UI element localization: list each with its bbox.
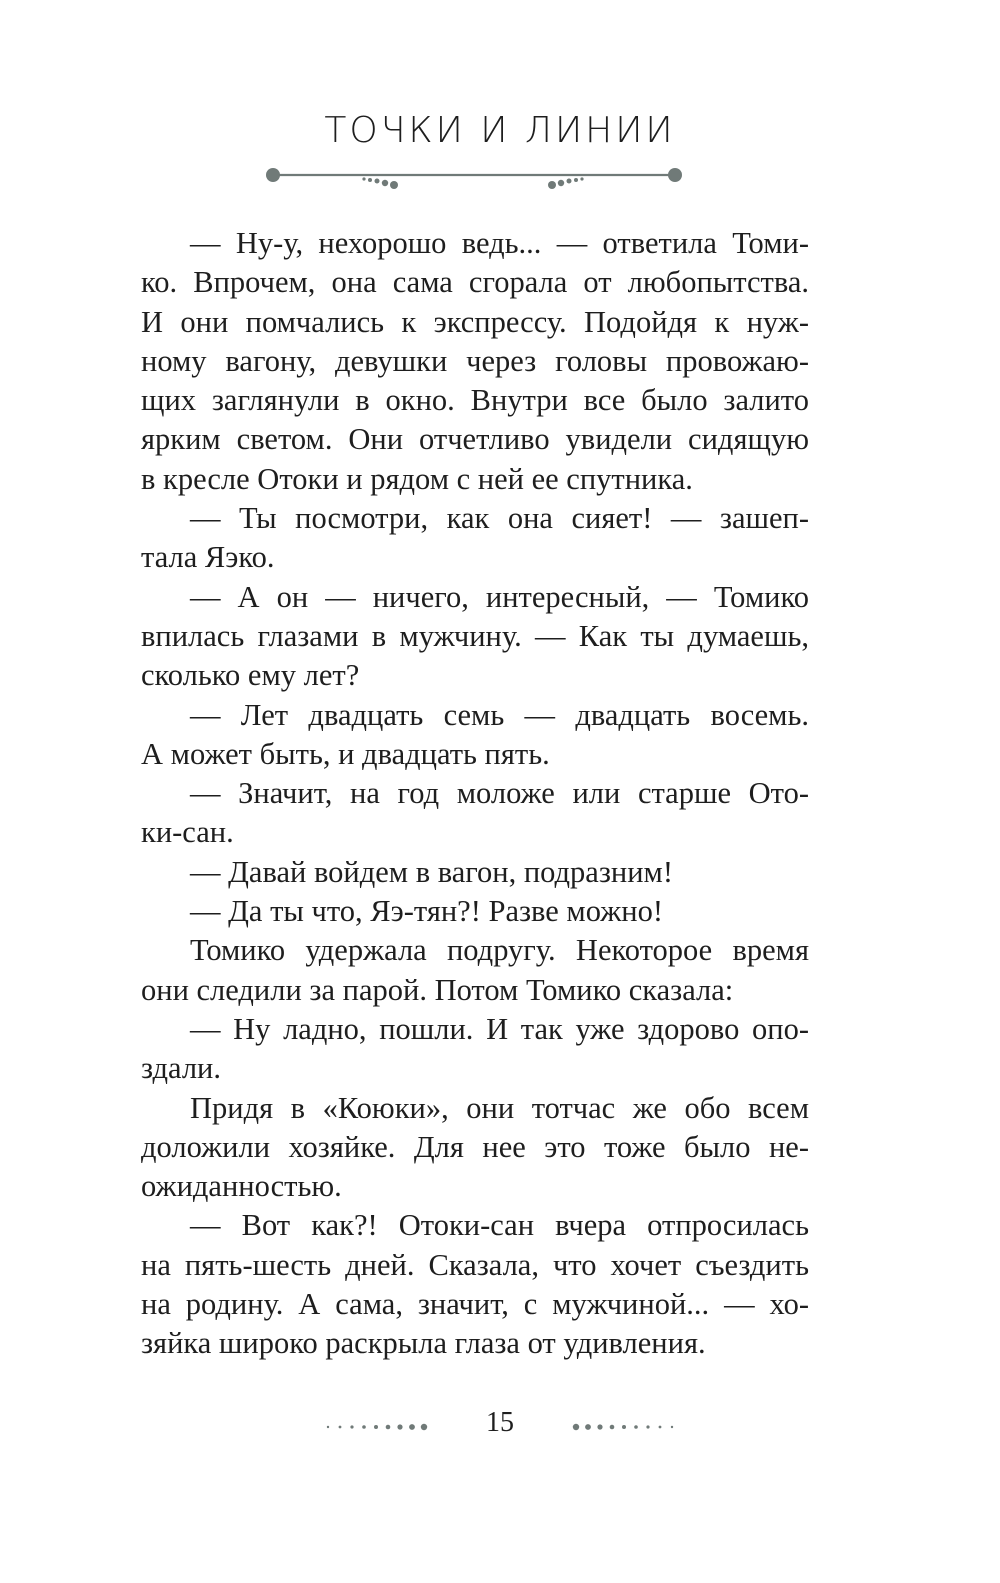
head-ornament	[262, 160, 688, 200]
text-line: доложили хозяйке. Для нее это тоже было не-	[141, 1129, 809, 1164]
text-line: щих заглянули в окно. Внутри все было залито	[141, 383, 809, 418]
text-line: А может быть, и двадцать пять.	[141, 736, 550, 771]
text-line: здали.	[141, 1051, 221, 1086]
text-line: сколько ему лет?	[141, 658, 360, 693]
text-line: тала Яэко.	[141, 540, 275, 575]
text-line: в кресле Отоки и рядом с ней ее спутника.	[141, 461, 693, 496]
text-line: — Ну ладно, пошли. И так уже здорово опо-	[190, 1011, 809, 1046]
text-line: ярким светом. Они отчетливо увидели сидящую	[141, 422, 809, 457]
text-line: — А он — ничего, интересный, — Томико	[190, 579, 809, 614]
text-line: ному вагону, девушки через головы провожаю-	[141, 343, 809, 378]
page-number: 15	[486, 1407, 514, 1438]
ornament-beads-left	[362, 177, 398, 189]
text-line: Придя в «Коюки», они тотчас же обо всем	[190, 1090, 809, 1125]
text-line: зяйка широко раскрыла глаза от удивления.	[141, 1326, 706, 1361]
text-line: И они помчались к экспрессу. Подойдя к нуж-	[141, 304, 809, 339]
text-line: ки-сан.	[141, 815, 234, 850]
text-line: — Давай войдем в вагон, подразним!	[190, 854, 673, 889]
text-line: — Да ты что, Яэ-тян?! Разве можно!	[190, 894, 664, 929]
text-line: впилась глазами в мужчину. — Как ты думаешь,	[141, 618, 809, 653]
text-line: — Ты посмотри, как она сияет! — зашеп-	[190, 501, 809, 536]
text-line: — Ну-у, нехорошо ведь... — ответила Томи-	[190, 226, 809, 260]
body-text	[141, 224, 809, 1364]
ornament-beads-right	[548, 177, 584, 189]
text-line: — Лет двадцать семь — двадцать восемь.	[190, 697, 809, 732]
text-line: ожиданностью.	[141, 1169, 342, 1204]
running-head: ТОЧКИ И ЛИНИИ	[324, 110, 676, 151]
text-line: они следили за парой. Потом Томико сказала:	[141, 972, 734, 1007]
text-line: — Вот как?! Отоки-сан вчера отпросилась	[190, 1208, 809, 1243]
text-line: Томико удержала подругу. Некоторое время	[190, 933, 809, 968]
text-line: на родину. А сама, значит, с мужчиной... — хо-	[141, 1287, 809, 1322]
text-line: ко. Впрочем, она сама сгорала от любопытства.	[141, 265, 809, 300]
text-line: — Значит, на год моложе или старше Ото-	[190, 776, 809, 811]
text-line: на пять-шесть дней. Сказала, что хочет съездить	[141, 1247, 809, 1282]
